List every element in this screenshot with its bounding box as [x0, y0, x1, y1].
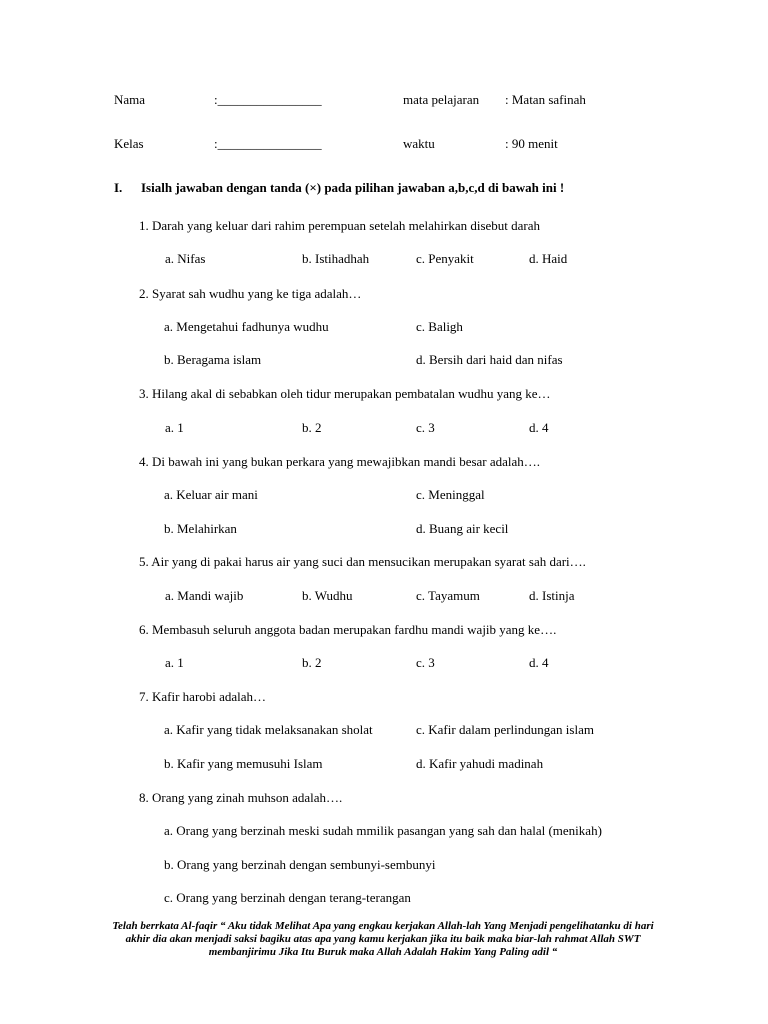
option-8b: b. Orang yang berzinah dengan sembunyi-sembunyi — [164, 857, 436, 872]
question-4: 4. Di bawah ini yang bukan perkara yang mewajibkan mandi besar adalah…. — [139, 454, 541, 469]
question-1: 1. Darah yang keluar dari rahim perempuan setelah melahirkan disebut darah — [139, 218, 541, 233]
option-7a: a. Kafir yang tidak melaksanakan sholat — [164, 722, 373, 737]
option-4a: a. Keluar air mani — [164, 487, 258, 502]
option-5c: c. Tayamum — [416, 588, 480, 603]
option-2b: b. Beragama islam — [164, 352, 262, 367]
question-2: 2. Syarat sah wudhu yang ke tiga adalah… — [139, 286, 362, 301]
option-1d: d. Haid — [529, 251, 568, 266]
option-8a: a. Orang yang berzinah meski sudah mmilik pasangan yang sah dan halal (menikah) — [164, 823, 602, 838]
option-7c: c. Kafir dalam perlindungan islam — [416, 722, 594, 737]
kelas-field: :________________ — [214, 136, 322, 151]
nama-label: Nama — [114, 92, 146, 107]
option-1c: c. Penyakit — [416, 251, 474, 266]
option-1a: a. Nifas — [165, 251, 206, 266]
option-5a: a. Mandi wajib — [165, 588, 244, 603]
option-6c: c. 3 — [416, 655, 435, 670]
option-3b: b. 2 — [302, 420, 322, 435]
question-5: 5. Air yang di pakai harus air yang suci dan mensucikan merupakan syarat sah dari…. — [139, 554, 586, 569]
section-number: I. — [114, 180, 123, 195]
mapel-value: : Matan safinah — [505, 92, 586, 107]
option-5d: d. Istinja — [529, 588, 575, 603]
option-3c: c. 3 — [416, 420, 435, 435]
option-3d: d. 4 — [529, 420, 549, 435]
question-8: 8. Orang yang zinah muhson adalah…. — [139, 790, 343, 805]
option-7b: b. Kafir yang memusuhi Islam — [164, 756, 323, 771]
option-6b: b. 2 — [302, 655, 322, 670]
question-7: 7. Kafir harobi adalah… — [139, 689, 267, 704]
question-6: 6. Membasuh seluruh anggota badan merupakan fardhu mandi wajib yang ke…. — [139, 622, 557, 637]
mapel-label: mata pelajaran — [403, 92, 480, 107]
waktu-label: waktu — [403, 136, 435, 151]
option-6d: d. 4 — [529, 655, 549, 670]
option-4c: c. Meninggal — [416, 487, 485, 502]
option-2c: c. Baligh — [416, 319, 463, 334]
option-3a: a. 1 — [165, 420, 184, 435]
option-1b: b. Istihadhah — [302, 251, 370, 266]
option-8c: c. Orang yang berzinah dengan terang-terangan — [164, 890, 411, 905]
option-4d: d. Buang air kecil — [416, 521, 509, 536]
option-7d: d. Kafir yahudi madinah — [416, 756, 544, 771]
question-3: 3. Hilang akal di sebabkan oleh tidur merupakan pembatalan wudhu yang ke… — [139, 386, 551, 401]
section-instruction: Isialh jawaban dengan tanda (×) pada pilihan jawaban a,b,c,d di bawah ini ! — [141, 180, 565, 195]
nama-field: :________________ — [214, 92, 322, 107]
option-2d: d. Bersih dari haid dan nifas — [416, 352, 563, 367]
option-2a: a. Mengetahui fadhunya wudhu — [164, 319, 329, 334]
option-4b: b. Melahirkan — [164, 521, 237, 536]
option-6a: a. 1 — [165, 655, 184, 670]
waktu-value: : 90 menit — [505, 136, 558, 151]
kelas-label: Kelas — [114, 136, 144, 151]
option-5b: b. Wudhu — [302, 588, 353, 603]
footer-quote: Telah berrkata Al-faqir “ Aku tidak Melihat Apa yang engkau kerjakan Allah-lah Yang Menjadi pengelihatanku di hari akhir dia akan menjadi saksi bagiku atas apa yang kamu kerjakan jika itu baik maka biar-lah rahmat Allah SWT membanjirimu Jika Itu Buruk maka Allah Adalah Hakim Yang Paling adil “ — [112, 920, 654, 958]
